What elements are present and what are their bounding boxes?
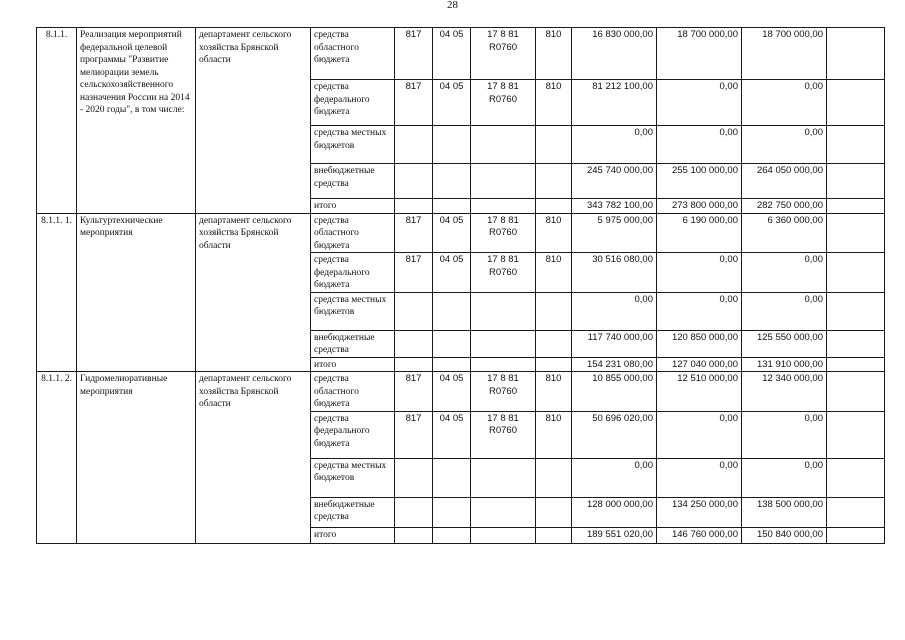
empty-cell bbox=[827, 292, 885, 330]
item-index: 8.1.1. 2. bbox=[37, 372, 77, 544]
cell-grbs: 817 bbox=[395, 28, 433, 80]
cell-y1: 128 000 000,00 bbox=[572, 497, 657, 527]
cell-rzpr: 04 05 bbox=[433, 253, 471, 293]
cell-vr bbox=[536, 330, 572, 357]
funding-source: средства областного бюджета bbox=[311, 213, 395, 253]
cell-y2: 120 850 000,00 bbox=[657, 330, 742, 357]
cell-csr bbox=[471, 330, 536, 357]
cell-vr: 810 bbox=[536, 213, 572, 253]
cell-rzpr: 04 05 bbox=[433, 28, 471, 80]
cell-rzpr bbox=[433, 164, 471, 199]
item-name: Культуртехнические мероприятия bbox=[77, 213, 196, 372]
cell-rzpr: 04 05 bbox=[433, 372, 471, 412]
cell-rzpr bbox=[433, 497, 471, 527]
cell-y3: 0,00 bbox=[742, 411, 827, 458]
cell-csr: 17 8 81 R0760 bbox=[471, 213, 536, 253]
funding-source: средства областного бюджета bbox=[311, 372, 395, 412]
funding-source: итого bbox=[311, 527, 395, 543]
cell-rzpr: 04 05 bbox=[433, 411, 471, 458]
cell-grbs bbox=[395, 199, 433, 214]
cell-y3: 12 340 000,00 bbox=[742, 372, 827, 412]
cell-y3: 282 750 000,00 bbox=[742, 199, 827, 214]
funding-source: внебюджетные средства bbox=[311, 330, 395, 357]
cell-y3: 0,00 bbox=[742, 253, 827, 293]
table-row bbox=[37, 28, 885, 80]
cell-rzpr: 04 05 bbox=[433, 213, 471, 253]
cell-y1: 50 696 020,00 bbox=[572, 411, 657, 458]
empty-cell bbox=[827, 411, 885, 458]
cell-y2: 6 190 000,00 bbox=[657, 213, 742, 253]
table-row bbox=[37, 372, 885, 412]
funding-source: внебюджетные средства bbox=[311, 164, 395, 199]
funding-source: средства федерального бюджета bbox=[311, 80, 395, 126]
item-index: 8.1.1. 1. bbox=[37, 213, 77, 372]
funding-source: средства местных бюджетов bbox=[311, 458, 395, 497]
cell-csr: 17 8 81 R0760 bbox=[471, 253, 536, 293]
empty-cell bbox=[827, 164, 885, 199]
empty-cell bbox=[827, 213, 885, 253]
cell-grbs: 817 bbox=[395, 80, 433, 126]
page-number: 28 bbox=[447, 0, 458, 11]
empty-cell bbox=[827, 28, 885, 80]
cell-vr bbox=[536, 357, 572, 372]
cell-y3: 264 050 000,00 bbox=[742, 164, 827, 199]
cell-y2: 146 760 000,00 bbox=[657, 527, 742, 543]
cell-csr bbox=[471, 126, 536, 164]
cell-y3: 6 360 000,00 bbox=[742, 213, 827, 253]
cell-csr: 17 8 81 R0760 bbox=[471, 80, 536, 126]
empty-cell bbox=[827, 527, 885, 543]
cell-y2: 0,00 bbox=[657, 80, 742, 126]
cell-rzpr bbox=[433, 199, 471, 214]
cell-vr: 810 bbox=[536, 28, 572, 80]
cell-rzpr bbox=[433, 357, 471, 372]
cell-grbs bbox=[395, 164, 433, 199]
cell-grbs: 817 bbox=[395, 213, 433, 253]
cell-y1: 16 830 000,00 bbox=[572, 28, 657, 80]
cell-y1: 30 516 080,00 bbox=[572, 253, 657, 293]
cell-y2: 18 700 000,00 bbox=[657, 28, 742, 80]
empty-cell bbox=[827, 497, 885, 527]
cell-vr bbox=[536, 126, 572, 164]
empty-cell bbox=[827, 126, 885, 164]
cell-y3: 0,00 bbox=[742, 458, 827, 497]
cell-vr: 810 bbox=[536, 411, 572, 458]
funding-source: средства местных бюджетов bbox=[311, 292, 395, 330]
cell-vr bbox=[536, 292, 572, 330]
cell-y1: 0,00 bbox=[572, 126, 657, 164]
cell-grbs bbox=[395, 330, 433, 357]
cell-vr bbox=[536, 458, 572, 497]
cell-y1: 0,00 bbox=[572, 292, 657, 330]
cell-y2: 12 510 000,00 bbox=[657, 372, 742, 412]
cell-rzpr bbox=[433, 458, 471, 497]
cell-rzpr bbox=[433, 292, 471, 330]
cell-grbs: 817 bbox=[395, 411, 433, 458]
cell-y2: 127 040 000,00 bbox=[657, 357, 742, 372]
cell-csr: 17 8 81 R0760 bbox=[471, 28, 536, 80]
cell-y2: 0,00 bbox=[657, 411, 742, 458]
cell-y1: 0,00 bbox=[572, 458, 657, 497]
funding-source: средства местных бюджетов bbox=[311, 126, 395, 164]
table-row bbox=[37, 213, 885, 253]
item-executor: департамент сельского хозяйства Брянской области bbox=[196, 213, 311, 372]
cell-y3: 150 840 000,00 bbox=[742, 527, 827, 543]
cell-csr bbox=[471, 292, 536, 330]
cell-y2: 0,00 bbox=[657, 292, 742, 330]
funding-source: средства федерального бюджета bbox=[311, 411, 395, 458]
cell-grbs bbox=[395, 497, 433, 527]
cell-y3: 18 700 000,00 bbox=[742, 28, 827, 80]
cell-y1: 81 212 100,00 bbox=[572, 80, 657, 126]
cell-grbs bbox=[395, 357, 433, 372]
cell-csr bbox=[471, 497, 536, 527]
cell-y1: 10 855 000,00 bbox=[572, 372, 657, 412]
cell-y1: 343 782 100,00 bbox=[572, 199, 657, 214]
cell-y3: 0,00 bbox=[742, 126, 827, 164]
cell-csr: 17 8 81 R0760 bbox=[471, 372, 536, 412]
cell-grbs: 817 bbox=[395, 372, 433, 412]
funding-source: средства областного бюджета bbox=[311, 28, 395, 80]
cell-csr bbox=[471, 527, 536, 543]
cell-rzpr: 04 05 bbox=[433, 80, 471, 126]
empty-cell bbox=[827, 330, 885, 357]
cell-y2: 273 800 000,00 bbox=[657, 199, 742, 214]
cell-csr: 17 8 81 R0760 bbox=[471, 411, 536, 458]
cell-y2: 0,00 bbox=[657, 253, 742, 293]
cell-rzpr bbox=[433, 527, 471, 543]
empty-cell bbox=[827, 458, 885, 497]
funding-source: внебюджетные средства bbox=[311, 497, 395, 527]
empty-cell bbox=[827, 253, 885, 293]
funding-source: итого bbox=[311, 199, 395, 214]
cell-y1: 245 740 000,00 bbox=[572, 164, 657, 199]
cell-y1: 189 551 020,00 bbox=[572, 527, 657, 543]
cell-grbs bbox=[395, 126, 433, 164]
cell-vr: 810 bbox=[536, 372, 572, 412]
cell-y2: 0,00 bbox=[657, 126, 742, 164]
cell-csr bbox=[471, 199, 536, 214]
cell-y3: 125 550 000,00 bbox=[742, 330, 827, 357]
cell-y3: 138 500 000,00 bbox=[742, 497, 827, 527]
cell-vr bbox=[536, 527, 572, 543]
budget-table bbox=[36, 27, 885, 544]
cell-y2: 134 250 000,00 bbox=[657, 497, 742, 527]
empty-cell bbox=[827, 80, 885, 126]
cell-y1: 5 975 000,00 bbox=[572, 213, 657, 253]
item-executor: департамент сельского хозяйства Брянской области bbox=[196, 372, 311, 544]
item-name: Гидромелиоративные мероприятия bbox=[77, 372, 196, 544]
cell-grbs bbox=[395, 292, 433, 330]
cell-y1: 154 231 080,00 bbox=[572, 357, 657, 372]
cell-y3: 131 910 000,00 bbox=[742, 357, 827, 372]
cell-y1: 117 740 000,00 bbox=[572, 330, 657, 357]
cell-grbs bbox=[395, 527, 433, 543]
cell-vr: 810 bbox=[536, 253, 572, 293]
item-index: 8.1.1. bbox=[37, 28, 77, 214]
cell-csr bbox=[471, 164, 536, 199]
cell-y3: 0,00 bbox=[742, 80, 827, 126]
cell-grbs: 817 bbox=[395, 253, 433, 293]
empty-cell bbox=[827, 372, 885, 412]
cell-vr bbox=[536, 497, 572, 527]
cell-vr bbox=[536, 199, 572, 214]
cell-csr bbox=[471, 357, 536, 372]
cell-grbs bbox=[395, 458, 433, 497]
cell-y2: 0,00 bbox=[657, 458, 742, 497]
cell-rzpr bbox=[433, 126, 471, 164]
cell-vr: 810 bbox=[536, 80, 572, 126]
item-executor: департамент сельского хозяйства Брянской области bbox=[196, 28, 311, 214]
funding-source: итого bbox=[311, 357, 395, 372]
empty-cell bbox=[827, 357, 885, 372]
cell-rzpr bbox=[433, 330, 471, 357]
cell-y3: 0,00 bbox=[742, 292, 827, 330]
item-name: Реализация мероприятий федеральной целевой программы "Развитие мелиорации земель сельскохозяйственного назначения России на 2014 - 2020 годы", в том числе: bbox=[77, 28, 196, 214]
cell-csr bbox=[471, 458, 536, 497]
cell-vr bbox=[536, 164, 572, 199]
empty-cell bbox=[827, 199, 885, 214]
cell-y2: 255 100 000,00 bbox=[657, 164, 742, 199]
funding-source: средства федерального бюджета bbox=[311, 253, 395, 293]
